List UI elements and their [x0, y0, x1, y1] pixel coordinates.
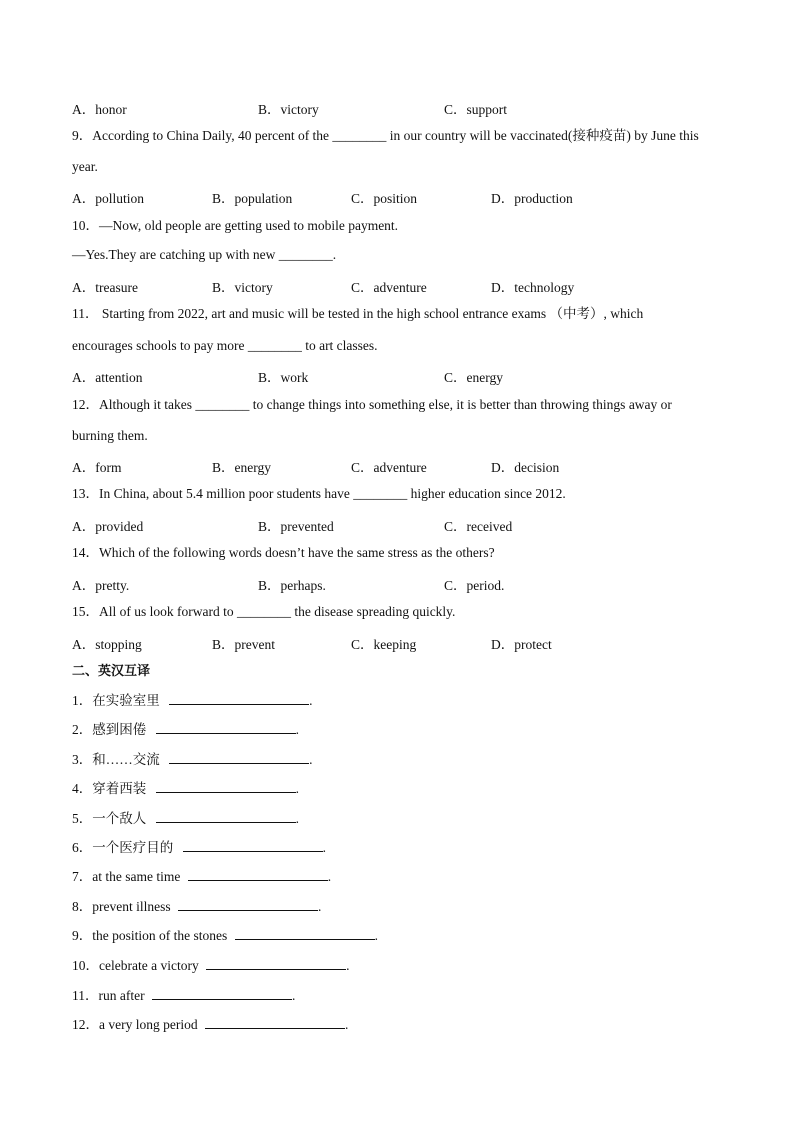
q11-option-b[interactable]: B．work — [258, 370, 309, 385]
translation-item-text: 10．celebrate a victory — [72, 958, 199, 973]
answer-blank[interactable] — [206, 957, 346, 970]
answer-blank[interactable] — [152, 987, 292, 1000]
q14-option-c[interactable]: C．period. — [444, 578, 505, 593]
q10-stem-line1: 10．—Now, old people are getting used to mobile payment. — [72, 218, 399, 233]
answer-blank[interactable] — [178, 898, 318, 911]
translation-item: 5．一个敌人 . — [72, 811, 299, 826]
translation-item: 10．celebrate a victory . — [72, 958, 350, 973]
q11-stem-line2: encourages schools to pay more ________ to art classes. — [72, 338, 378, 353]
q9-option-d[interactable]: D．production — [491, 191, 573, 206]
q11-option-c[interactable]: C．energy — [444, 370, 503, 385]
translation-item-text: 2．感到困倦 — [72, 722, 147, 737]
answer-blank[interactable] — [183, 839, 323, 852]
answer-blank[interactable] — [235, 927, 375, 940]
translation-item: 12．a very long period . — [72, 1017, 349, 1032]
q12-option-c[interactable]: C．adventure — [351, 460, 427, 475]
translation-item: 1．在实验室里 . — [72, 693, 313, 708]
answer-blank[interactable] — [188, 868, 328, 881]
q12-option-b[interactable]: B．energy — [212, 460, 271, 475]
answer-blank[interactable] — [169, 751, 309, 764]
q9-option-b[interactable]: B．population — [212, 191, 293, 206]
translation-item: 4．穿着西装 . — [72, 781, 299, 796]
q8-option-b[interactable]: B．victory — [258, 102, 319, 117]
q13-option-a[interactable]: A．provided — [72, 519, 144, 534]
translation-item: 11．run after . — [72, 988, 296, 1003]
q10-option-d[interactable]: D．technology — [491, 280, 575, 295]
q9-option-a[interactable]: A．pollution — [72, 191, 145, 206]
q14-stem: 14．Which of the following words doesn’t have the same stress as the others? — [72, 545, 495, 560]
q9-option-c[interactable]: C．position — [351, 191, 418, 206]
translation-item: 7．at the same time . — [72, 869, 332, 884]
q9-stem-line1: 9．According to China Daily, 40 percent of the ________ in our country will be vaccinated(接种疫苗) by June this — [72, 128, 699, 143]
translation-item-text: 9．the position of the stones — [72, 928, 228, 943]
translation-item: 8．prevent illness . — [72, 899, 322, 914]
q15-stem: 15．All of us look forward to ________ the disease spreading quickly. — [72, 604, 456, 619]
translation-item: 2．感到困倦 . — [72, 722, 299, 737]
q11-stem-line1: 11． Starting from 2022, art and music will be tested in the high school entrance exams （中考）, which — [72, 306, 644, 321]
q10-option-a[interactable]: A．treasure — [72, 280, 138, 295]
translation-item-text: 11．run after — [72, 988, 145, 1003]
q14-option-b[interactable]: B．perhaps. — [258, 578, 326, 593]
q15-option-b[interactable]: B．prevent — [212, 637, 275, 652]
q15-option-d[interactable]: D．protect — [491, 637, 552, 652]
q12-stem-line2: burning them. — [72, 428, 148, 443]
q8-option-a[interactable]: A．honor — [72, 102, 127, 117]
translation-item: 3．和……交流 . — [72, 752, 313, 767]
answer-blank[interactable] — [156, 810, 296, 823]
translation-item-text: 8．prevent illness — [72, 899, 171, 914]
answer-blank[interactable] — [156, 721, 296, 734]
answer-blank[interactable] — [156, 780, 296, 793]
q13-option-c[interactable]: C．received — [444, 519, 513, 534]
q9-stem-line2: year. — [72, 159, 98, 174]
q15-option-c[interactable]: C．keeping — [351, 637, 417, 652]
q11-option-a[interactable]: A．attention — [72, 370, 143, 385]
translation-item-text: 7．at the same time — [72, 869, 181, 884]
section-heading: 二、英汉互译 — [72, 664, 151, 679]
translation-item-text: 6．一个医疗目的 — [72, 840, 174, 855]
translation-item: 9．the position of the stones . — [72, 928, 378, 943]
q8-option-c[interactable]: C．support — [444, 102, 508, 117]
q10-option-b[interactable]: B．victory — [212, 280, 273, 295]
q13-stem: 13．In China, about 5.4 million poor students have ________ higher education since 2012. — [72, 486, 566, 501]
answer-blank[interactable] — [205, 1016, 345, 1029]
q15-option-a[interactable]: A．stopping — [72, 637, 142, 652]
translation-item-text: 4．穿着西装 — [72, 781, 147, 796]
translation-item-text: 5．一个敌人 — [72, 811, 147, 826]
translation-item-text: 3．和……交流 — [72, 752, 160, 767]
q10-option-c[interactable]: C．adventure — [351, 280, 427, 295]
translation-item-text: 12．a very long period — [72, 1017, 198, 1032]
translation-item-text: 1．在实验室里 — [72, 693, 160, 708]
q10-stem-line2: —Yes.They are catching up with new ________. — [72, 247, 337, 262]
q13-option-b[interactable]: B．prevented — [258, 519, 334, 534]
translation-item: 6．一个医疗目的 . — [72, 840, 326, 855]
q12-option-d[interactable]: D．decision — [491, 460, 560, 475]
q12-stem-line1: 12．Although it takes ________ to change things into something else, it is better than throwing things away or — [72, 397, 672, 412]
q12-option-a[interactable]: A．form — [72, 460, 122, 475]
answer-blank[interactable] — [169, 692, 309, 705]
q14-option-a[interactable]: A．pretty. — [72, 578, 130, 593]
